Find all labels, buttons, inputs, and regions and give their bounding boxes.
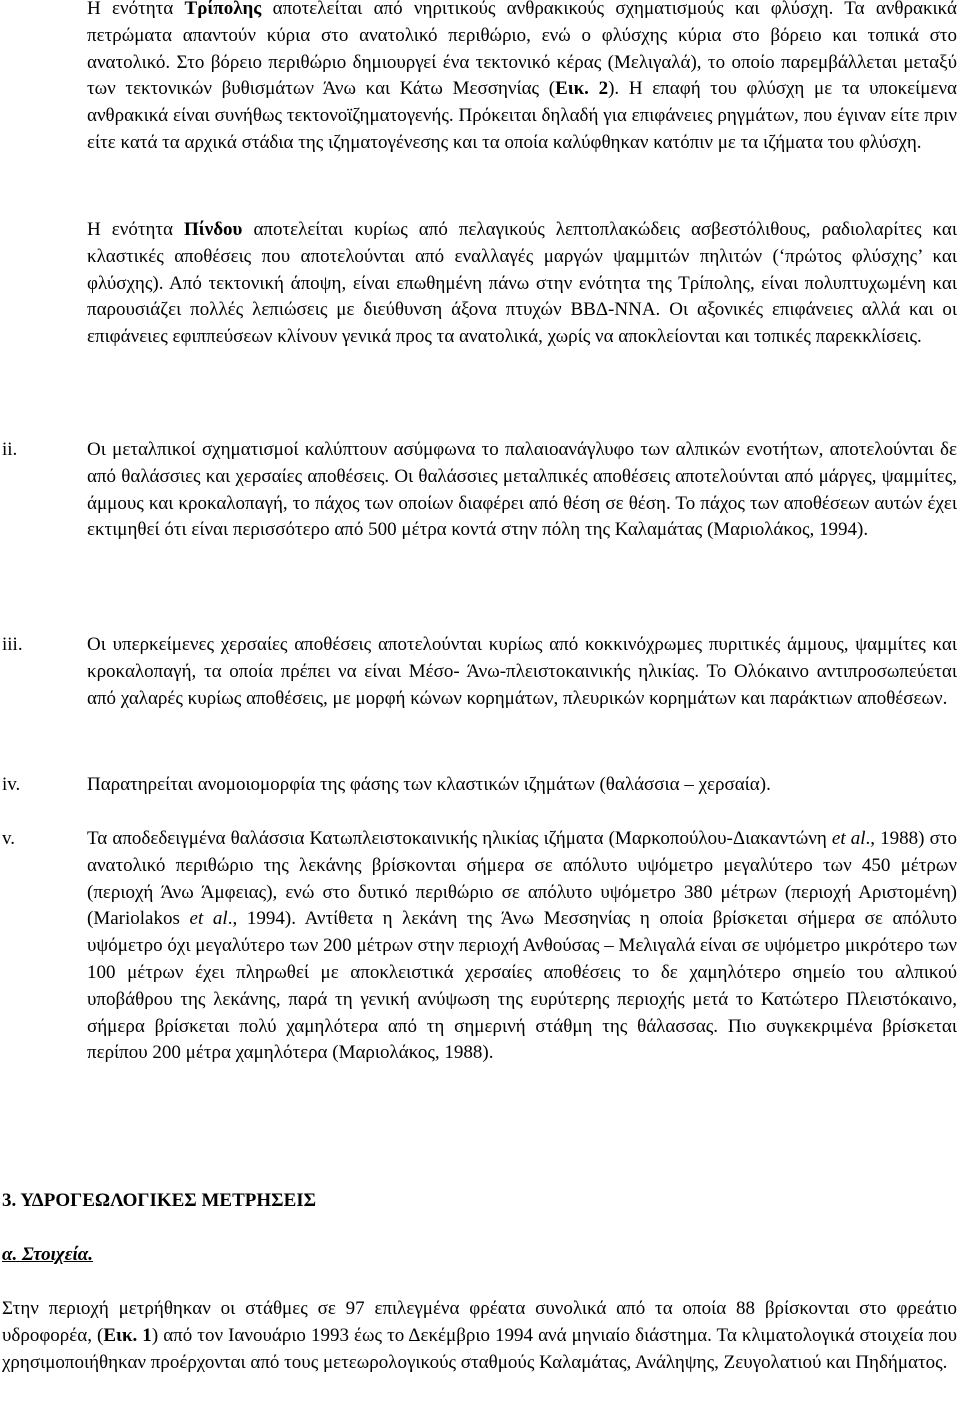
paragraph-text: Η ενότητα Πίνδου αποτελείται κυρίως από πελαγικούς λεπτοπλακώδεις ασβεστόλιθους, ραδιολαρίτες και κλαστικές αποθέσεις που αποτελούνται από εναλλαγές μαργών ψαμμιτών πηλιτών (‘πρώτος φλύσχης’ και φλύσχης). Από τεκτονική άποψη, είναι επωθημένη πάνω στην ενότητα της Τρίπολης, είναι πολυπτυχωμένη και παρουσιάζει πολλές λεπιώσεις με διεύθυνση άξονα πτυχών ΒΒΔ-ΝΝΑ. Οι αξονικές επιφάνειες αλλά και οι επιφάνειες εφιππεύσεων κλίνουν γενικά προς τα ανατολικά, χωρίς να αποκλείονται και τοπικές παρεκκλίσεις. bbox=[87, 219, 957, 348]
unit-name-pindos: Πίνδου bbox=[184, 219, 243, 240]
list-item-text: Οι μεταλπικοί σχηματισμοί καλύπτουν ασύμφωνα το παλαιοανάγλυφο των αλπικών ενοτήτων, αποτελούνται δε από θαλάσσιες και χερσαίες αποθέσεις. Οι θαλάσσιες μεταλπικές αποθέσεις αποτελούνται από μάργες, ψαμμίτες, άμμους και κροκαλοπαγή, το πάχος των οποίων διαφέρει από θέση σε θέση. Το πάχος των αποθέσεων αυτών έχει εκτιμηθεί ότι είναι περισσότερο από 500 μέτρα κοντά στην πόλη της Καλαμάτας (Μαριολάκος, 1994). bbox=[87, 439, 957, 541]
list-item-v bbox=[0, 826, 957, 1067]
paragraph-text: Η ενότητα Τρίπολης αποτελείται από νηριτικούς ανθρακικούς σχηματισμούς και φλύσχη. Τα ανθρακικά πετρώματα απαντούν κύρια στο ανατολικό περιθώριο, ενώ ο φλύσχης κύρια στο βόρειο και τοπικά στο ανατολικό. Στο βόρειο περιθώριο δημιουργεί ένα τεκτονικό κέρας (Μελιγαλά), το οποίο παρεμβάλλεται μεταξύ των τεκτονικών βυθισμάτων Άνω και Κάτω Μεσσηνίας (Εικ. 2). Η επαφή του φλύσχη με τα υποκείμενα ανθρακικά είναι συνήθως τεκτονοϊζηματογενής. Πρόκειται δηλαδή για επιφάνειες ρηγμάτων, που έγιναν είτε πριν είτε κατά τα αρχικά στάδια της ιζηματογένεσης και τα οποία καλύφθηκαν κατόπιν με τα ιζήματα του φλύσχη. bbox=[87, 0, 957, 153]
list-item-iv bbox=[0, 772, 957, 799]
list-item-number: iv. bbox=[2, 774, 21, 795]
list-item-number: v. bbox=[2, 828, 16, 849]
list-item-iii bbox=[0, 632, 957, 712]
paragraph-text: Στην περιοχή μετρήθηκαν οι στάθμες σε 97 επιλεγμένα φρέατα συνολικά από τα οποία 88 βρίσκονται στο φρεάτιο υδροφορέα, (Εικ. 1) από τον Ιανουάριο 1993 έως το Δεκέμβριο 1994 ανά μηνιαίο διάστημα. Τα κλιματολογικά στοιχεία που χρησιμοποιήθηκαν προέρχονται από τους μετεωρολογικούς σταθμούς Καλαμάτας, Ανάληψης, Ζευγολατιού και Πηδήματος. bbox=[2, 1298, 957, 1373]
list-item-number: iii. bbox=[2, 634, 23, 655]
section-subheading: α. Στοιχεία. bbox=[2, 1244, 94, 1265]
figure-ref-2: Εικ. 2 bbox=[555, 78, 609, 100]
list-item-ii bbox=[0, 437, 957, 544]
list-item-number: ii. bbox=[2, 439, 18, 460]
section-heading: 3. ΥΔΡΟΓΕΩΛΟΓΙΚΕΣ ΜΕΤΡΗΣΕΙΣ bbox=[2, 1190, 317, 1211]
pindos-unit-paragraph bbox=[87, 217, 957, 351]
list-item-text: Παρατηρείται ανομοιομορφία της φάσης των κλαστικών ιζημάτων (θαλάσσια – χερσαία). bbox=[87, 774, 771, 795]
list-item-text: Τα αποδεδειγμένα θαλάσσια Κατωπλειστοκαινικής ηλικίας ιζήματα (Μαρκοπούλου-Διακαντώνη et al., 1988) στο ανατολικό περιθώριο της λεκάνης βρίσκονται σήμερα σε απόλυτο υψόμετρο μεγαλύτερο των 450 μέτρων (περιοχή Άνω Άμφειας), ενώ στο δυτικό περιθώριο σε απόλυτο υψόμετρο 380 μέτρων (περιοχή Αριστομένη) (Mariolakos et al., 1994). Αντίθετα η λεκάνη της Άνω Μεσσηνίας η οποία βρίσκεται σήμερα σε απόλυτο υψόμετρο όχι μεγαλύτερο των 200 μέτρων στην περιοχή Ανθούσας – Μελιγαλά είναι σε υψόμετρο μικρότερο των 100 μέτρων έχει πληρωθεί με αποκλειστικά χερσαίες αποθέσεις το δε χαμηλότερο σημείο του αλπικού υποβάθρου της λεκάνης, παρά τη γενική ανύψωση της ευρύτερης περιοχής μετά το Κατώτερο Πλειστόκαινο, σήμερα βρίσκεται πολύ χαμηλότερα από τη σημερινή στάθμη της θάλασσας. Πιο συγκεκριμένα βρίσκεται περίπου 200 μέτρα χαμηλότερα (Μαριολάκος, 1988). bbox=[87, 828, 958, 1064]
figure-ref-1: Εικ. 1 bbox=[103, 1324, 152, 1346]
list-item-text: Οι υπερκείμενες χερσαίες αποθέσεις αποτελούνται κυρίως από κοκκινόχρωμες πυριτικές άμμους, ψαμμίτες και κροκαλοπαγή, τα οποία πρέπει να είναι Μέσο- Άνω-πλειστοκαινικής ηλικίας. Το Ολόκαινο αντιπροσωπεύεται από χαλαρές κυρίως αποθέσεις, με μορφή κώνων κορημάτων, πλευρικών κορημάτων και παράκτιων αποθέσεων. bbox=[87, 634, 957, 709]
unit-name-tripoli: Τρίπολης bbox=[184, 0, 262, 19]
data-paragraph bbox=[2, 1296, 957, 1376]
tripoli-unit-paragraph bbox=[87, 0, 957, 157]
